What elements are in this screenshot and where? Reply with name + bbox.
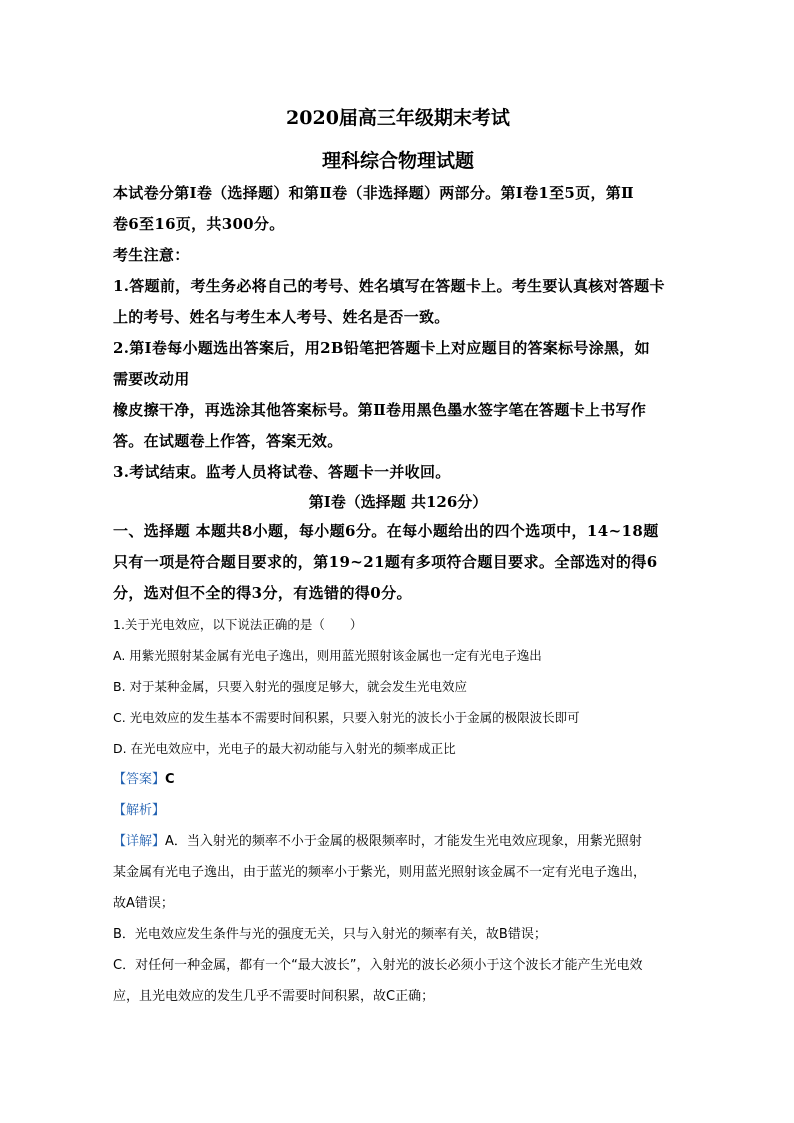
question-1-stem: 1.关于光电效应，以下说法正确的是（ ）	[113, 617, 363, 632]
detail-a-line-1	[113, 826, 683, 857]
notice-2-line-4: 答。在试题卷上作答，答案无效。	[113, 432, 343, 450]
notice-1-line-2: 上的考号、姓名与考生本人考号、姓名是否一致。	[113, 308, 450, 326]
notice-heading: 考生注意：	[113, 246, 190, 264]
notice-2-line-1: 2.第Ⅰ卷每小题选出答案后，用2B铅笔把答题卡上对应题目的答案标号涂黑，如	[113, 339, 650, 357]
section-1-instructions-2: 只有一项是符合题目要求的，第19~21题有多项符合题目要求。全部选对的得6	[113, 553, 658, 571]
notice-1-line-1: 1.答题前，考生务必将自己的考号、姓名填写在答题卡上。考生要认真核对答题卡	[113, 277, 665, 295]
notice-2-line-2: 需要改动用	[113, 370, 190, 388]
section-1-heading: 第Ⅰ卷（选择题 共126分）	[308, 493, 488, 511]
exam-page	[113, 100, 683, 1012]
exam-title: 2020届高三年级期末考试	[286, 107, 510, 129]
answer-tag: 【答案】	[113, 772, 166, 787]
analysis-tag: 【解析】	[113, 803, 166, 818]
section-1-instructions-1: 一、选择题 本题共8小题，每小题6分。在每小题给出的四个选项中，14~18题	[113, 522, 659, 540]
intro-line-2: 卷6至16页，共300分。	[113, 215, 285, 233]
question-1-option-c: C. 光电效应的发生基本不需要时间积累，只要入射光的波长小于金属的极限波长即可	[113, 710, 580, 725]
question-1-option-a: A. 用紫光照射某金属有光电子逸出，则用蓝光照射该金属也一定有光电子逸出	[113, 648, 542, 663]
detail-c-line-1: C．对任何一种金属，都有一个“最大波长”，入射光的波长必须小于这个波长才能产生光电效	[113, 958, 643, 973]
detail-a-line-3: 故A错误；	[113, 896, 174, 911]
answer-value: C	[165, 772, 175, 787]
intro-line-1: 本试卷分第Ⅰ卷（选择题）和第Ⅱ卷（非选择题）两部分。第Ⅰ卷1至5页，第Ⅱ	[113, 184, 634, 202]
notice-3: 3.考试结束。监考人员将试卷、答题卡一并收回。	[113, 463, 451, 481]
notice-2-line-3: 橡皮擦干净，再选涂其他答案标号。第Ⅱ卷用黑色墨水签字笔在答题卡上书写作	[113, 401, 647, 419]
detail-a-text-1: A．当入射光的频率不小于金属的极限频率时，才能发生光电效应现象，用紫光照射	[165, 834, 642, 849]
answer-line	[113, 764, 683, 795]
detail-a-line-2: 某金属有光电子逸出，由于蓝光的频率小于紫光，则用蓝光照射该金属不一定有光电子逸出，	[113, 865, 647, 880]
section-1-instructions-3: 分，选对但不全的得3分，有选错的得0分。	[113, 584, 412, 602]
detail-b: B．光电效应发生条件与光的强度无关，只与入射光的频率有关，故B错误；	[113, 927, 547, 942]
exam-subtitle: 理科综合物理试题	[321, 150, 474, 172]
detail-c-line-2: 应，且光电效应的发生几乎不需要时间积累，故C正确；	[113, 989, 435, 1004]
detail-tag: 【详解】	[113, 834, 166, 849]
question-1-option-d: D. 在光电效应中，光电子的最大初动能与入射光的频率成正比	[113, 741, 456, 756]
question-1-option-b: B. 对于某种金属，只要入射光的强度足够大，就会发生光电效应	[113, 679, 468, 694]
